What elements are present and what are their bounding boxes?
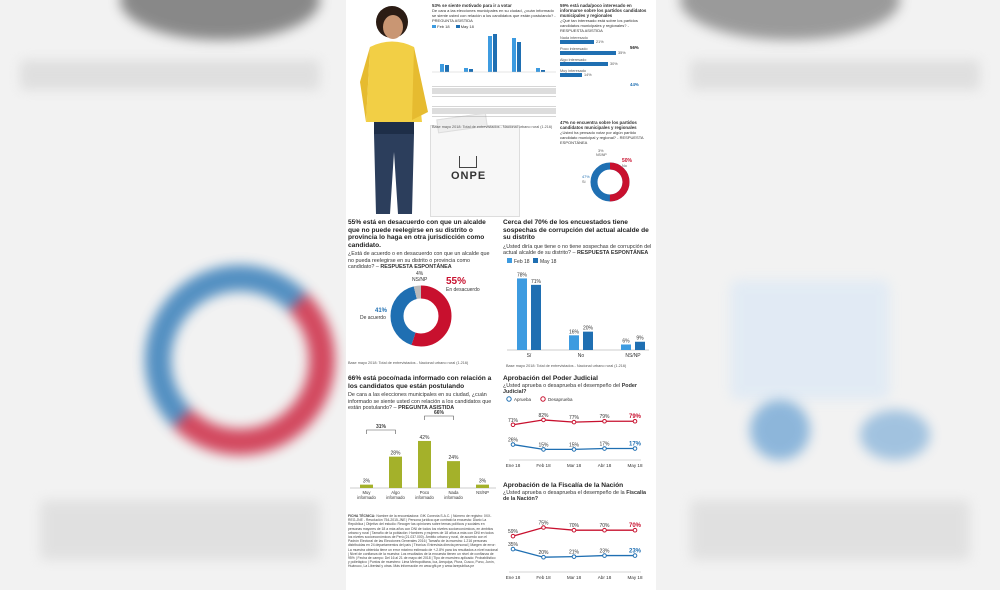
- fiscalia-question: ¿Usted aprueba o desaprueba el desempeño de la Fiscalía de la Nación?: [503, 489, 646, 502]
- vote-party-headline: 47% no encuentra sobre los partidos candidatos municipales y regionales: [560, 120, 637, 130]
- interest-bar-2: [560, 62, 608, 66]
- point-label-0-3: 70%: [599, 523, 610, 530]
- vote-party-no-label: No: [622, 164, 627, 168]
- judicial-question: ¿Usted aprueba o desaprueba el desempeño del Poder Judicial?: [503, 382, 637, 395]
- bracket-1: [425, 416, 454, 420]
- donut-label-2: NS/NP: [412, 277, 428, 283]
- bar-category-2-0: Poco: [419, 490, 430, 495]
- corrupcion-question: ¿Usted diría que tiene o no tiene sospechas de corrupción del actual alcalde de su distrito? – RESPUESTA ESPONTÁNEA: [503, 243, 652, 257]
- donut-value-1: 41%: [375, 308, 388, 314]
- vote-party-nsnp: 3%: [598, 149, 604, 153]
- judicial-section: [503, 375, 653, 395]
- x-tick-4: May 18: [627, 575, 643, 580]
- onpe-ballot-box: [430, 125, 520, 217]
- interest-bars: [560, 36, 652, 77]
- point-label-0-3: 79%: [599, 414, 610, 421]
- bg-blur-bottom: [40, 500, 320, 560]
- ficha-label: FICHA TÉCNICA:: [348, 514, 376, 518]
- mini-bars-may: [445, 34, 545, 72]
- bar-0-0: [517, 278, 527, 350]
- informado-headline: 66% está poco/nada informado con relación a los candidatos que están postulando: [348, 375, 492, 390]
- point-label-0-2: 77%: [568, 415, 580, 422]
- point-label-0-4: 79%: [628, 414, 642, 421]
- legend-feb: Feb 18: [432, 24, 450, 29]
- x-tick-3: Abr 18: [597, 575, 612, 580]
- vote-party-question: ¿Usted ha pensado votar por algún partido candidato municipal y regional? - RESPUESTA ESPONTÁNEA: [560, 130, 644, 145]
- bg-blur-topright: [680, 0, 900, 40]
- judicial-headline: Aprobación del Poder Judicial: [503, 375, 598, 382]
- legend-label-0: Aprueba: [514, 397, 532, 402]
- bar-1-0: [569, 335, 579, 350]
- bar-category-1-0: Algo: [391, 490, 400, 495]
- donut-value-2: 4%: [416, 271, 424, 277]
- bar-category-4-0: NS/NP: [476, 490, 489, 495]
- infographic-sheet: [346, 0, 656, 590]
- donut-value-0: 55%: [446, 276, 467, 287]
- bar-category-0: Sí: [526, 353, 532, 359]
- informado-question: De cara a las elecciones municipales en su ciudad, ¿cuán informado se siente usted con relación a los candidatos que están postulando? – PREGUNTA ASISTIDA: [348, 392, 492, 411]
- point-label-1-4: 23%: [628, 548, 642, 555]
- bg-blur-circles1: [750, 400, 810, 460]
- vote-party-si: 47%: [582, 175, 590, 179]
- legend-label-1: Desaprueba: [548, 397, 573, 402]
- point-label-1-4: 17%: [628, 441, 642, 448]
- desacuerdo-footer: Base mayo 2018: Total de entrevistados - Nacional urbano rural (1.216): [348, 361, 469, 365]
- interest-label-1: Poco interesado: [560, 47, 588, 51]
- interest-total-2: 44%: [630, 82, 639, 87]
- bracket-value-1: 66%: [433, 410, 445, 416]
- bg-blur-donut: [145, 265, 335, 455]
- bar-value-0-0: 78%: [516, 272, 528, 279]
- motivation-headline: 53% se siente motivado para ir a votar: [432, 3, 512, 8]
- interest-row-3: [560, 73, 652, 77]
- interest-question: ¿Qué tan interesado está sobre los partidos candidatos municipales y regionales? - RESPUESTA ASISTIDA: [560, 18, 638, 33]
- interest-bar-3: [560, 73, 582, 77]
- bar-4: [476, 485, 489, 488]
- bar-3: [447, 461, 460, 488]
- bar-value-2-1: 9%: [636, 335, 644, 342]
- bar-value-1-1: 20%: [582, 325, 594, 332]
- legend-may: May 18: [456, 24, 474, 29]
- interest-bar-0: [560, 40, 594, 44]
- bar-value-1-0: 16%: [568, 329, 580, 336]
- bar-category-2: NS/NP: [625, 353, 641, 359]
- bg-blur-text2: [690, 60, 980, 90]
- corrupcion-section: [503, 219, 653, 257]
- bar-category-1-1: informado: [386, 495, 405, 500]
- informado-bar-chart: [348, 408, 498, 508]
- point-label-1-2: 15%: [568, 442, 580, 449]
- legend-label-1: May 18: [540, 259, 557, 265]
- donut-label-0: En desacuerdo: [446, 287, 480, 293]
- interest-value-1: 35%: [618, 51, 626, 55]
- bracket-0: [367, 430, 396, 434]
- bracket-value-0: 31%: [375, 424, 387, 430]
- ficha-text: Nombre de la encuestadora: GfK Conecta S.A.C. | Número de registro: 0XX-REG-JNE - Resolución 754-2015-JNE | Persona jurídica que contrató la encuesta: Diario La República | Objetivo del estudio: Recoger las opiniones sobre temas políticos y sociales en personas mayores de 18 a más años con DNI de todos los niveles socioeconómicos, en ámbitos urbano y rural | Tamaño de la población: Hombres y mujeres de 18 años a más con DNI en todos los niveles socioeconómicos de Perú (21.037.000). Ámbito urbano y rural, de acuerdo con el Padrón Electoral de las Elecciones Generales 2016 | Tamaño de la muestra: 1.216 personas distribuidas en 24 departamentos del país | Técnica: Entrevista directa personal | Margen de error: La muestra obtenida tiene un error máximo estimado de +-2.8% para los resultados a nivel nacional | Nivel de confianza de la muestra: Los resultados de la encuesta tienen un nivel de confianza de 95% | Fecha de campo: Del 16 al 21 de mayo del 2018 | Tipo de muestreo aplicado: Probabilístico y polietápico | Puntos de muestreo: Lima Metropolitana, Ica, Arequipa, Piura, Cusco, Puno, Junín, Huánuco, La Libertad y otras. Más información en www.gfk.pe y www.larepublica.pe: [348, 514, 498, 569]
- fiscalia-headline: Aprobación de la Fiscalía de la Nación: [503, 482, 624, 489]
- interest-row-2: [560, 62, 652, 66]
- corrupcion-bar-chart: [503, 256, 653, 364]
- vote-party-nsnp-label: NS/NP: [596, 153, 607, 157]
- legend-marker-0: [507, 397, 511, 401]
- motivation-question: De cara a las elecciones municipales en su ciudad, ¿cuán informado se siente usted con relación a los candidatos que están postulando? - PREGUNTA ASISTIDA: [432, 8, 556, 23]
- vote-party-no: 50%: [622, 158, 633, 164]
- interest-total-1: 56%: [630, 45, 639, 50]
- bg-blur-text1: [20, 60, 320, 90]
- motivation-mini-chart: [432, 24, 558, 134]
- interest-value-0: 21%: [596, 40, 604, 44]
- point-label-0-4: 70%: [628, 523, 642, 530]
- desacuerdo-question: ¿Está de acuerdo o en desacuerdo con que un alcalde que no pueda reelegirse en su distrito o provincia como candidato? – RESPUESTA ESPONTÁNEA: [348, 251, 490, 271]
- interest-value-3: 14%: [584, 73, 592, 77]
- bar-category-3-0: Nada: [448, 490, 459, 495]
- point-label-1-1: 20%: [538, 550, 549, 557]
- ficha-tecnica: [348, 514, 498, 569]
- photo-woman-voting: [352, 2, 430, 217]
- bar-value-3: 24%: [448, 455, 459, 462]
- interest-label-2: Algo interesado: [560, 58, 587, 62]
- vote-party-panel: [560, 120, 652, 145]
- point-label-0-1: 75%: [538, 520, 549, 527]
- vote-party-donut: [582, 154, 642, 210]
- fiscalia-section: [503, 482, 653, 502]
- bg-blur-topleft: [120, 0, 320, 40]
- x-tick-1: Feb 18: [536, 463, 551, 468]
- interest-panel: [560, 3, 652, 33]
- bg-blur-circles2: [860, 410, 930, 460]
- judicial-line-chart: [503, 394, 653, 470]
- interest-headline: 59% está nada/poco interesado en informarse sobre los partidos candidatos municipales y regionales: [560, 3, 647, 18]
- bar-1: [389, 457, 402, 488]
- legend-marker-1: [541, 397, 545, 401]
- bar-1-1: [583, 332, 593, 350]
- interest-row-1: [560, 51, 652, 55]
- bar-2-1: [635, 342, 645, 350]
- bg-blur-bottom-r: [690, 500, 970, 560]
- bar-value-2: 42%: [419, 434, 430, 441]
- bg-blur-bars: [730, 280, 890, 400]
- bar-category-1: No: [577, 353, 585, 359]
- bar-value-0: 3%: [362, 478, 371, 485]
- point-label-1-3: 17%: [599, 441, 610, 448]
- legend-swatch-0: [507, 258, 512, 263]
- point-label-0-0: 71%: [507, 417, 519, 424]
- bar-value-0-1: 71%: [530, 278, 542, 285]
- interest-bar-1: [560, 51, 616, 55]
- woman-illustration: [352, 2, 430, 217]
- bar-0-1: [531, 285, 541, 350]
- point-label-1-0: 35%: [507, 542, 519, 549]
- x-tick-0: Ene 18: [505, 463, 521, 468]
- mini-table-rows: [432, 88, 556, 114]
- point-label-1-3: 23%: [599, 548, 610, 555]
- legend-swatch-1: [533, 258, 538, 263]
- bar-category-3-1: informado: [444, 495, 463, 500]
- bar-category-2-1: informado: [415, 495, 434, 500]
- desacuerdo-headline: 55% está en desacuerdo con que un alcalde que no puede reelegirse en su distrito o provincia lo haga en otra jurisdicción como candidato.: [348, 219, 486, 249]
- bar-category-0-0: Muy: [362, 490, 371, 495]
- bar-2-0: [621, 344, 631, 350]
- point-label-0-1: 82%: [538, 412, 549, 419]
- desacuerdo-section: [348, 219, 496, 271]
- bar-value-4: 3%: [478, 478, 487, 485]
- onpe-logo-text: ONPE: [451, 170, 487, 182]
- x-tick-2: Mar 18: [566, 463, 582, 468]
- mini-bars-feb: [440, 36, 540, 72]
- point-label-1-1: 15%: [538, 442, 549, 449]
- point-label-1-2: 21%: [568, 549, 580, 556]
- vote-party-si-label: Sí: [582, 180, 586, 184]
- x-tick-1: Feb 18: [536, 575, 551, 580]
- interest-value-2: 30%: [610, 62, 618, 66]
- informado-section: [348, 375, 498, 411]
- legend-label-0: Feb 18: [514, 259, 530, 265]
- motivation-footer: Base mayo 2018: Total de entrevistados - Nacional urbano rural (1.216): [432, 125, 553, 129]
- bar-0: [360, 485, 373, 488]
- bar-value-1: 28%: [390, 450, 401, 457]
- onpe-logo-icon: [459, 156, 477, 168]
- bar-value-2-0: 6%: [622, 338, 630, 345]
- interest-label-3: Muy interesado: [560, 69, 586, 73]
- x-tick-0: Ene 18: [505, 575, 521, 580]
- interest-label-0: Nada interesado: [560, 36, 588, 40]
- corrupcion-footer: Base mayo 2018: Total de entrevistados - Nacional urbano rural (1.216): [506, 364, 627, 368]
- desacuerdo-donut-chart: [348, 266, 494, 358]
- x-tick-2: Mar 18: [566, 575, 582, 580]
- bar-category-0-1: informado: [357, 495, 376, 500]
- x-tick-3: Abr 18: [597, 463, 612, 468]
- corrupcion-headline: Cerca del 70% de los encuestados tiene sospechas de corrupción del actual alcalde de su distrito: [503, 219, 649, 242]
- point-label-1-0: 26%: [507, 437, 519, 444]
- point-label-0-0: 59%: [507, 529, 519, 536]
- point-label-0-2: 70%: [568, 523, 580, 530]
- bar-2: [418, 441, 431, 488]
- interest-row-0: [560, 40, 652, 44]
- x-tick-4: May 18: [627, 463, 643, 468]
- fiscalia-line-chart: [503, 506, 653, 584]
- donut-label-1: De acuerdo: [360, 315, 386, 321]
